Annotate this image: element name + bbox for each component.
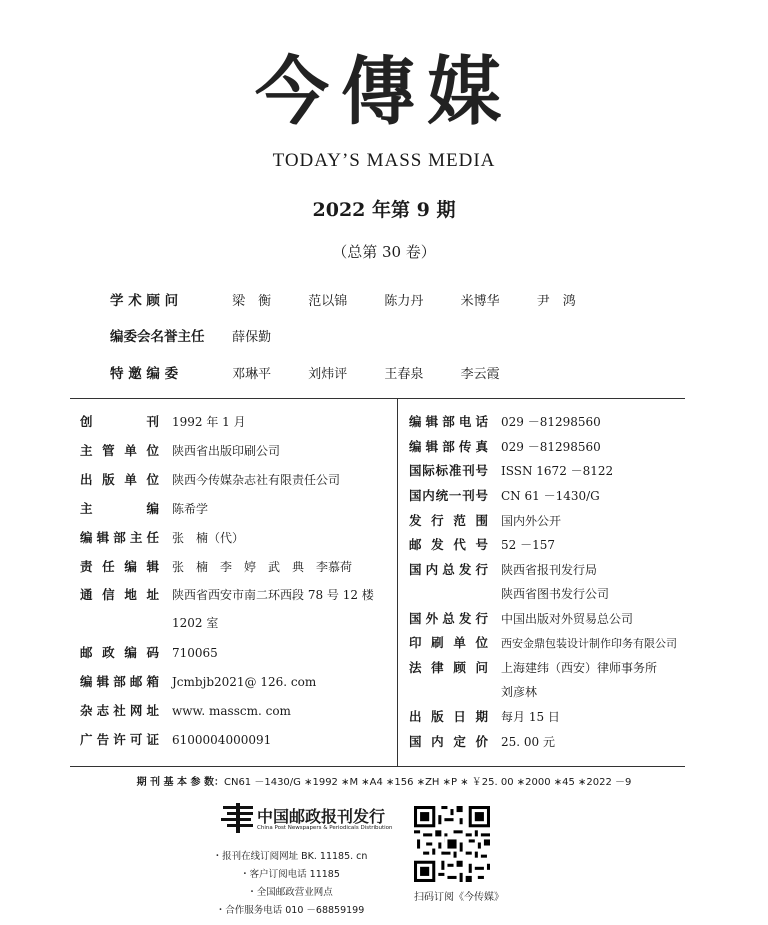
top-divider <box>70 398 685 399</box>
board-name: 李云霞 <box>460 367 500 382</box>
subscription-info-line: ・全国邮政营业网点 <box>247 887 333 898</box>
info-value: 陈希学 <box>172 502 209 516</box>
info-row <box>80 413 246 431</box>
info-value: CN 61 －1430/G <box>501 489 600 503</box>
info-label: 主 编 <box>80 501 159 516</box>
info-value: Jcmbjb2021@ 126. com <box>172 675 317 689</box>
info-label: 编辑部电话 <box>409 414 488 429</box>
info-row <box>409 610 633 628</box>
info-row <box>409 708 560 726</box>
info-value: 029 －81298560 <box>501 415 601 429</box>
info-value: 710065 <box>172 646 218 660</box>
board-name: 邓琳平 <box>232 367 272 382</box>
info-label: 责任编辑 <box>80 559 159 574</box>
info-label: 主管单位 <box>80 443 159 458</box>
info-label: 编辑部传真 <box>409 439 488 454</box>
info-row <box>80 529 244 547</box>
info-value: ISSN 1672 －8122 <box>501 464 614 478</box>
magazine-logo-title: 今傳媒 <box>255 49 513 135</box>
board-row-honorary <box>110 325 304 345</box>
info-value: 52 －157 <box>501 538 555 552</box>
board-name: 刘炜评 <box>308 367 348 382</box>
info-value: 刘彦林 <box>501 685 538 699</box>
board-row-invited <box>110 362 533 382</box>
info-row <box>80 731 271 749</box>
info-label: 邮政编码 <box>80 645 159 660</box>
board-names <box>232 290 609 309</box>
info-value: 陕西省报刊发行局 <box>501 563 598 577</box>
magazine-english-title: TODAY’S MASS MEDIA <box>272 150 496 171</box>
board-role: 编委会名誉主任 <box>110 329 205 345</box>
info-label: 通信地址 <box>80 587 159 602</box>
board-name: 陈力丹 <box>384 294 424 309</box>
info-label: 国际标准刊号 <box>409 463 488 478</box>
info-label: 杂志社网址 <box>80 703 159 718</box>
volume-number: （总第 30 卷） <box>332 243 436 261</box>
china-post-name: 中国邮政报刊发行 <box>257 807 386 826</box>
info-value: 陕西省出版印刷公司 <box>172 444 281 458</box>
board-role: 特 邀 编 委 <box>110 366 179 382</box>
info-row <box>80 442 280 460</box>
info-row <box>80 673 316 691</box>
info-label: 国内总发行 <box>409 562 488 577</box>
info-row <box>80 644 218 662</box>
board-name: 梁 衡 <box>232 294 272 309</box>
info-label: 创 刊 <box>80 414 159 429</box>
board-names <box>232 363 532 382</box>
info-value: 西安金鼎包装设计制作印务有限公司 <box>501 637 677 650</box>
info-label: 出版单位 <box>80 472 159 487</box>
info-value: 1992 年 1 月 <box>172 415 246 429</box>
info-label: 广告许可证 <box>80 732 159 747</box>
subscription-info-line: ・客户订阅电话 11185 <box>240 869 340 880</box>
info-value: 中国出版对外贸易总公司 <box>501 612 634 626</box>
subscription-info-line: ・报刊在线订阅网址 BK. 11185. cn <box>212 851 368 862</box>
bottom-divider <box>70 766 685 767</box>
params-label: 期 刊 基 本 参 数： <box>136 777 224 788</box>
info-row <box>409 512 561 530</box>
info-row <box>80 500 208 518</box>
board-row-advisors <box>110 289 609 309</box>
info-value: 每月 15 日 <box>501 710 560 724</box>
info-row <box>409 634 677 652</box>
info-row <box>409 561 597 579</box>
info-label: 国外总发行 <box>409 611 488 626</box>
issue-number: 2022 年第 9 期 <box>312 199 456 221</box>
info-value: 6100004000091 <box>172 733 272 747</box>
board-name: 薛保勤 <box>232 330 272 345</box>
info-label: 编辑部主任 <box>80 530 159 545</box>
info-value: 国内外公开 <box>501 514 562 528</box>
info-value: 上海建纬（西安）律师事务所 <box>501 661 658 675</box>
info-label: 法律顾问 <box>409 660 488 675</box>
info-row <box>409 733 555 751</box>
info-row <box>80 471 340 489</box>
qr-caption: 扫码订阅《今传媒》 <box>414 892 504 903</box>
board-names <box>232 326 304 345</box>
info-value: 陕西省西安市南二环西段 78 号 12 楼 <box>172 588 374 602</box>
info-row <box>409 487 600 505</box>
board-name: 王春泉 <box>384 367 424 382</box>
info-row <box>80 586 374 604</box>
info-label: 编辑部邮箱 <box>80 674 159 689</box>
subscription-info-line: ・合作服务电话 010 －68859199 <box>215 905 365 916</box>
info-row <box>80 702 291 720</box>
qr-code-icon <box>414 806 490 882</box>
info-label: 国内统一刊号 <box>409 488 488 503</box>
params-value: CN61 －1430/G ∗1992 ∗M ∗A4 ∗156 ∗ZH ∗P ∗ ￥25. 00 ∗2000 ∗45 ∗2022 －9 <box>223 777 632 788</box>
info-row <box>80 614 218 632</box>
info-label: 发行范围 <box>409 513 488 528</box>
info-value: www. masscm. com <box>172 704 291 718</box>
china-post-english-name: China Post Newspapers & Periodicals Distribution <box>257 825 393 831</box>
info-value: 陕西今传媒杂志社有限责任公司 <box>172 473 341 487</box>
info-row <box>409 659 657 677</box>
board-name: 尹 鸿 <box>536 294 576 309</box>
info-row <box>409 462 613 480</box>
info-label: 邮发代号 <box>409 537 488 552</box>
info-value: 1202 室 <box>172 616 219 630</box>
periodical-parameters <box>0 773 768 788</box>
board-name: 范以锦 <box>308 294 348 309</box>
info-label: 国内定价 <box>409 734 488 749</box>
info-value: 25. 00 元 <box>501 735 555 749</box>
info-row <box>409 683 537 701</box>
info-label: 出版日期 <box>409 709 488 724</box>
board-name: 米博华 <box>460 294 500 309</box>
info-row <box>409 413 601 431</box>
info-label: 印刷单位 <box>409 635 488 650</box>
info-value: 029 －81298560 <box>501 440 601 454</box>
info-value: 陕西省图书发行公司 <box>501 587 610 601</box>
info-value: 张 楠 李 婷 武 典 李慕荷 <box>172 560 353 574</box>
column-divider <box>397 399 398 766</box>
info-row <box>409 585 609 603</box>
china-post-logo-icon <box>221 803 255 833</box>
info-row <box>80 558 352 576</box>
info-row <box>409 536 555 554</box>
info-row <box>409 438 601 456</box>
info-value: 张 楠（代） <box>172 531 245 545</box>
board-role: 学 术 顾 问 <box>110 293 179 309</box>
